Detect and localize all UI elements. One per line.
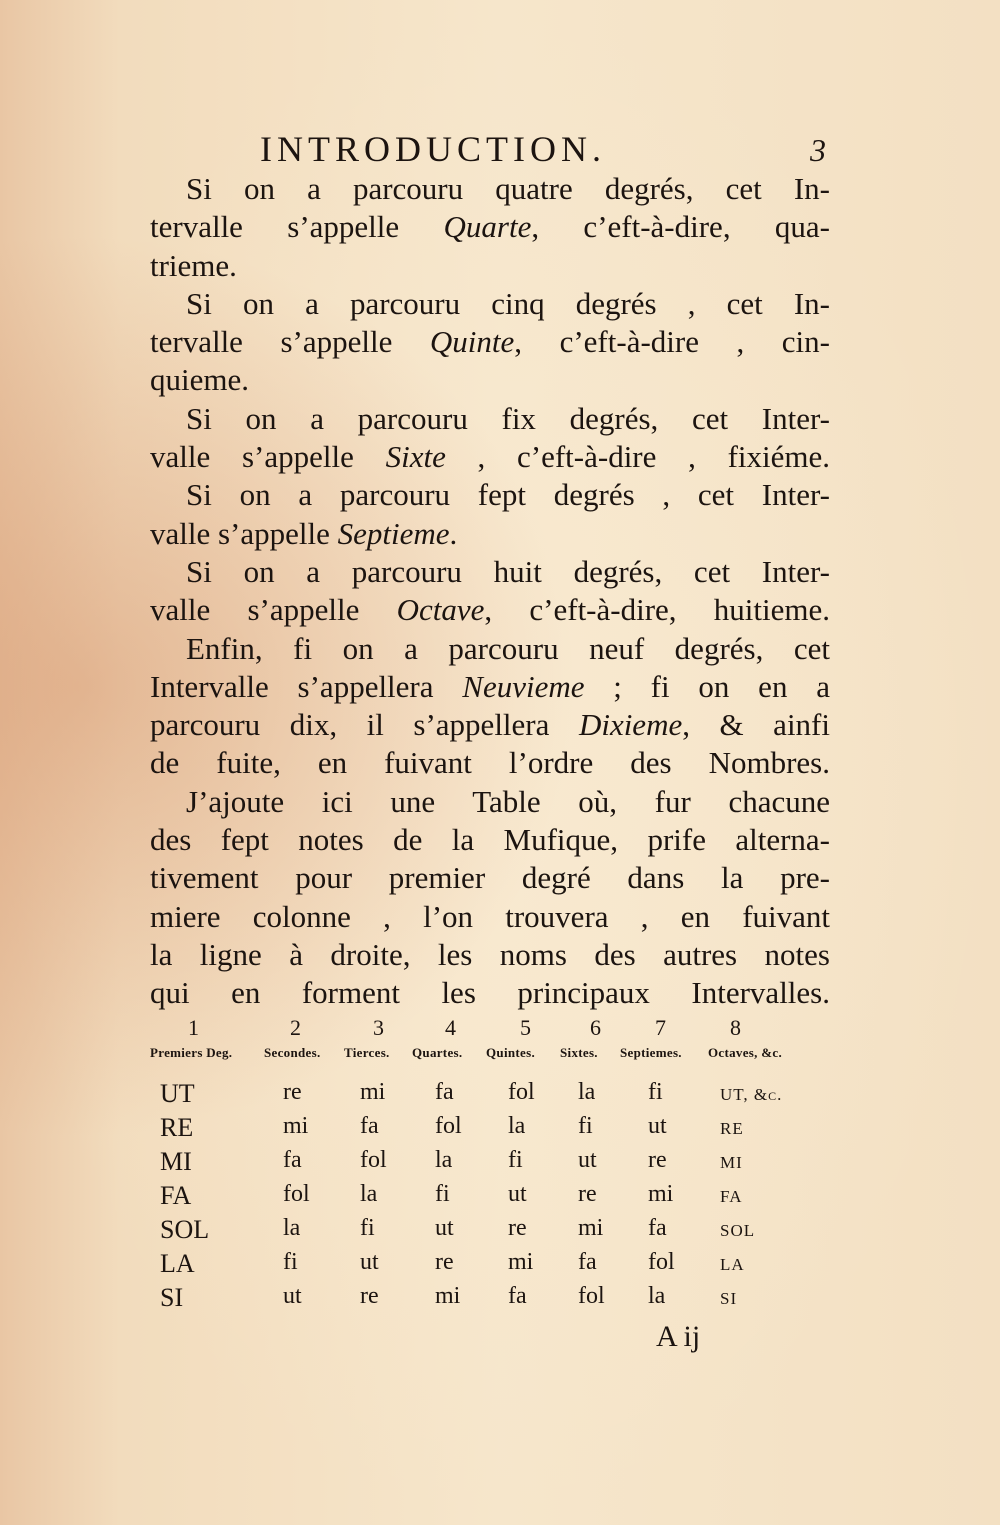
interval-note-cell: la [648, 1283, 666, 1309]
degree-number-row [150, 1015, 840, 1045]
interval-note-cell: fa [508, 1283, 527, 1309]
text-line: Si on a parcouru fix degrés, cet Inter- [186, 400, 830, 436]
table-body [150, 1079, 840, 1317]
interval-note-cell: re [360, 1283, 379, 1309]
interval-note-cell: SI [720, 1289, 738, 1308]
interval-note-cell: fa [578, 1249, 597, 1275]
text-line: tivement pour premier degré dans la pre- [150, 860, 830, 896]
degree-number: 7 [655, 1015, 666, 1040]
interval-note-cell: mi [435, 1283, 461, 1309]
table-row [150, 1181, 840, 1215]
interval-note-cell: fol [283, 1181, 310, 1207]
page-number: 3 [810, 132, 826, 168]
degree-number: 6 [590, 1015, 601, 1040]
root-note-cell: MI [160, 1147, 192, 1176]
interval-note-cell: la [508, 1113, 526, 1139]
text-line: Si on a parcouru cinq degrés , cet In- [186, 285, 830, 321]
text-line: Si on a parcouru huit degrés, cet Inter- [186, 553, 830, 589]
interval-note-cell: fi [578, 1113, 593, 1139]
interval-note-cell: fa [435, 1079, 454, 1105]
root-note-cell: UT [160, 1079, 195, 1108]
interval-note-cell: RE [720, 1119, 744, 1138]
interval-note-cell: fol [508, 1079, 535, 1105]
interval-note-cell: fol [435, 1113, 462, 1139]
intervals-table [150, 1015, 840, 1317]
text-line: quieme. [150, 362, 249, 398]
root-note-cell: SI [160, 1283, 184, 1312]
interval-note-cell: re [648, 1147, 667, 1173]
table-header-row [150, 1045, 840, 1079]
column-header: Secondes. [264, 1045, 321, 1060]
column-header: Sixtes. [560, 1045, 598, 1060]
interval-note-cell: mi [360, 1079, 386, 1105]
interval-note-cell: mi [578, 1215, 604, 1241]
interval-note-cell: mi [283, 1113, 309, 1139]
degree-number: 1 [188, 1015, 199, 1040]
interval-note-cell: la [360, 1181, 378, 1207]
interval-note-cell: ut [508, 1181, 527, 1207]
root-note-cell: LA [160, 1249, 195, 1278]
interval-note-cell: re [283, 1079, 302, 1105]
interval-note-cell: la [283, 1215, 301, 1241]
text-line: de fuite, en fuivant l’ordre des Nombres. [150, 745, 830, 781]
text-line: valle s’appelle Octave, c’eft-à-dire, huitieme. [150, 592, 830, 628]
interval-note-cell: la [435, 1147, 453, 1173]
interval-note-cell: fa [360, 1113, 379, 1139]
interval-note-cell: la [578, 1079, 596, 1105]
text-line: parcouru dix, il s’appellera Dixieme, & ainfi [150, 707, 830, 743]
interval-note-cell: LA [720, 1255, 745, 1274]
interval-note-cell: ut [360, 1249, 379, 1275]
text-line: tervalle s’appelle Quarte, c’eft-à-dire, qua- [150, 209, 830, 245]
degree-number: 4 [445, 1015, 456, 1040]
interval-note-cell: MI [720, 1153, 743, 1172]
interval-note-cell: fa [283, 1147, 302, 1173]
interval-note-cell: FA [720, 1187, 743, 1206]
interval-note-cell: fa [648, 1215, 667, 1241]
root-note-cell: SOL [160, 1215, 210, 1244]
text-line: valle s’appelle Septieme. [150, 515, 458, 551]
interval-note-cell: ut [578, 1147, 597, 1173]
column-header: Quintes. [486, 1045, 535, 1060]
text-line: trieme. [150, 247, 237, 283]
column-header: Octaves, &c. [708, 1045, 782, 1060]
signature-mark: A ij [656, 1320, 701, 1353]
text-line: J’ajoute ici une Table où, fur chacune [186, 783, 830, 819]
text-line: miere colonne , l’on trouvera , en fuivant [150, 898, 830, 934]
text-line: la ligne à droite, les noms des autres notes [150, 936, 830, 972]
table-row [150, 1215, 840, 1249]
degree-number: 8 [730, 1015, 741, 1040]
column-header: Septiemes. [620, 1045, 682, 1060]
root-note-cell: RE [160, 1113, 194, 1142]
text-line: tervalle s’appelle Quinte, c’eft-à-dire , cin- [150, 324, 830, 360]
text-line: Si on a parcouru quatre degrés, cet In- [186, 171, 830, 206]
table-row [150, 1147, 840, 1181]
interval-note-cell: re [508, 1215, 527, 1241]
text-line: qui en forment les principaux Intervalles. [150, 975, 830, 1011]
text-line: des fept notes de la Mufique, prife alterna- [150, 822, 830, 858]
interval-note-cell: fi [435, 1181, 450, 1207]
interval-note-cell: SOL [720, 1221, 756, 1240]
text-line: Enfin, fi on a parcouru neuf degrés, cet [186, 630, 830, 666]
interval-note-cell: re [578, 1181, 597, 1207]
interval-note-cell: mi [508, 1249, 534, 1275]
text-line: Si on a parcouru fept degrés , cet Inter- [186, 477, 830, 513]
degree-number: 2 [290, 1015, 301, 1040]
root-note-cell: FA [160, 1181, 192, 1210]
column-header: Quartes. [412, 1045, 463, 1060]
interval-note-cell: UT, &c. [720, 1085, 783, 1104]
interval-note-cell: ut [283, 1283, 302, 1309]
interval-note-cell: fol [578, 1283, 605, 1309]
page-title: INTRODUCTION. [260, 129, 606, 169]
interval-note-cell: fi [508, 1147, 523, 1173]
table-row [150, 1113, 840, 1147]
body-text [150, 170, 830, 1013]
degree-number: 5 [520, 1015, 531, 1040]
degree-number: 3 [373, 1015, 384, 1040]
text-line: Intervalle s’appellera Neuvieme ; fi on en a [150, 668, 830, 704]
interval-note-cell: ut [648, 1113, 667, 1139]
interval-note-cell: fol [648, 1249, 675, 1275]
table-row [150, 1249, 840, 1283]
column-header: Premiers Deg. [150, 1045, 233, 1060]
column-header: Tierces. [344, 1045, 390, 1060]
interval-note-cell: fi [283, 1249, 298, 1275]
interval-note-cell: ut [435, 1215, 454, 1241]
interval-note-cell: re [435, 1249, 454, 1275]
table-row [150, 1079, 840, 1113]
interval-note-cell: fi [360, 1215, 375, 1241]
interval-note-cell: fol [360, 1147, 387, 1173]
interval-note-cell: fi [648, 1079, 663, 1105]
table-row [150, 1283, 840, 1317]
text-line: valle s’appelle Sixte , c’eft-à-dire , fixiéme. [150, 439, 831, 475]
interval-note-cell: mi [648, 1181, 674, 1207]
